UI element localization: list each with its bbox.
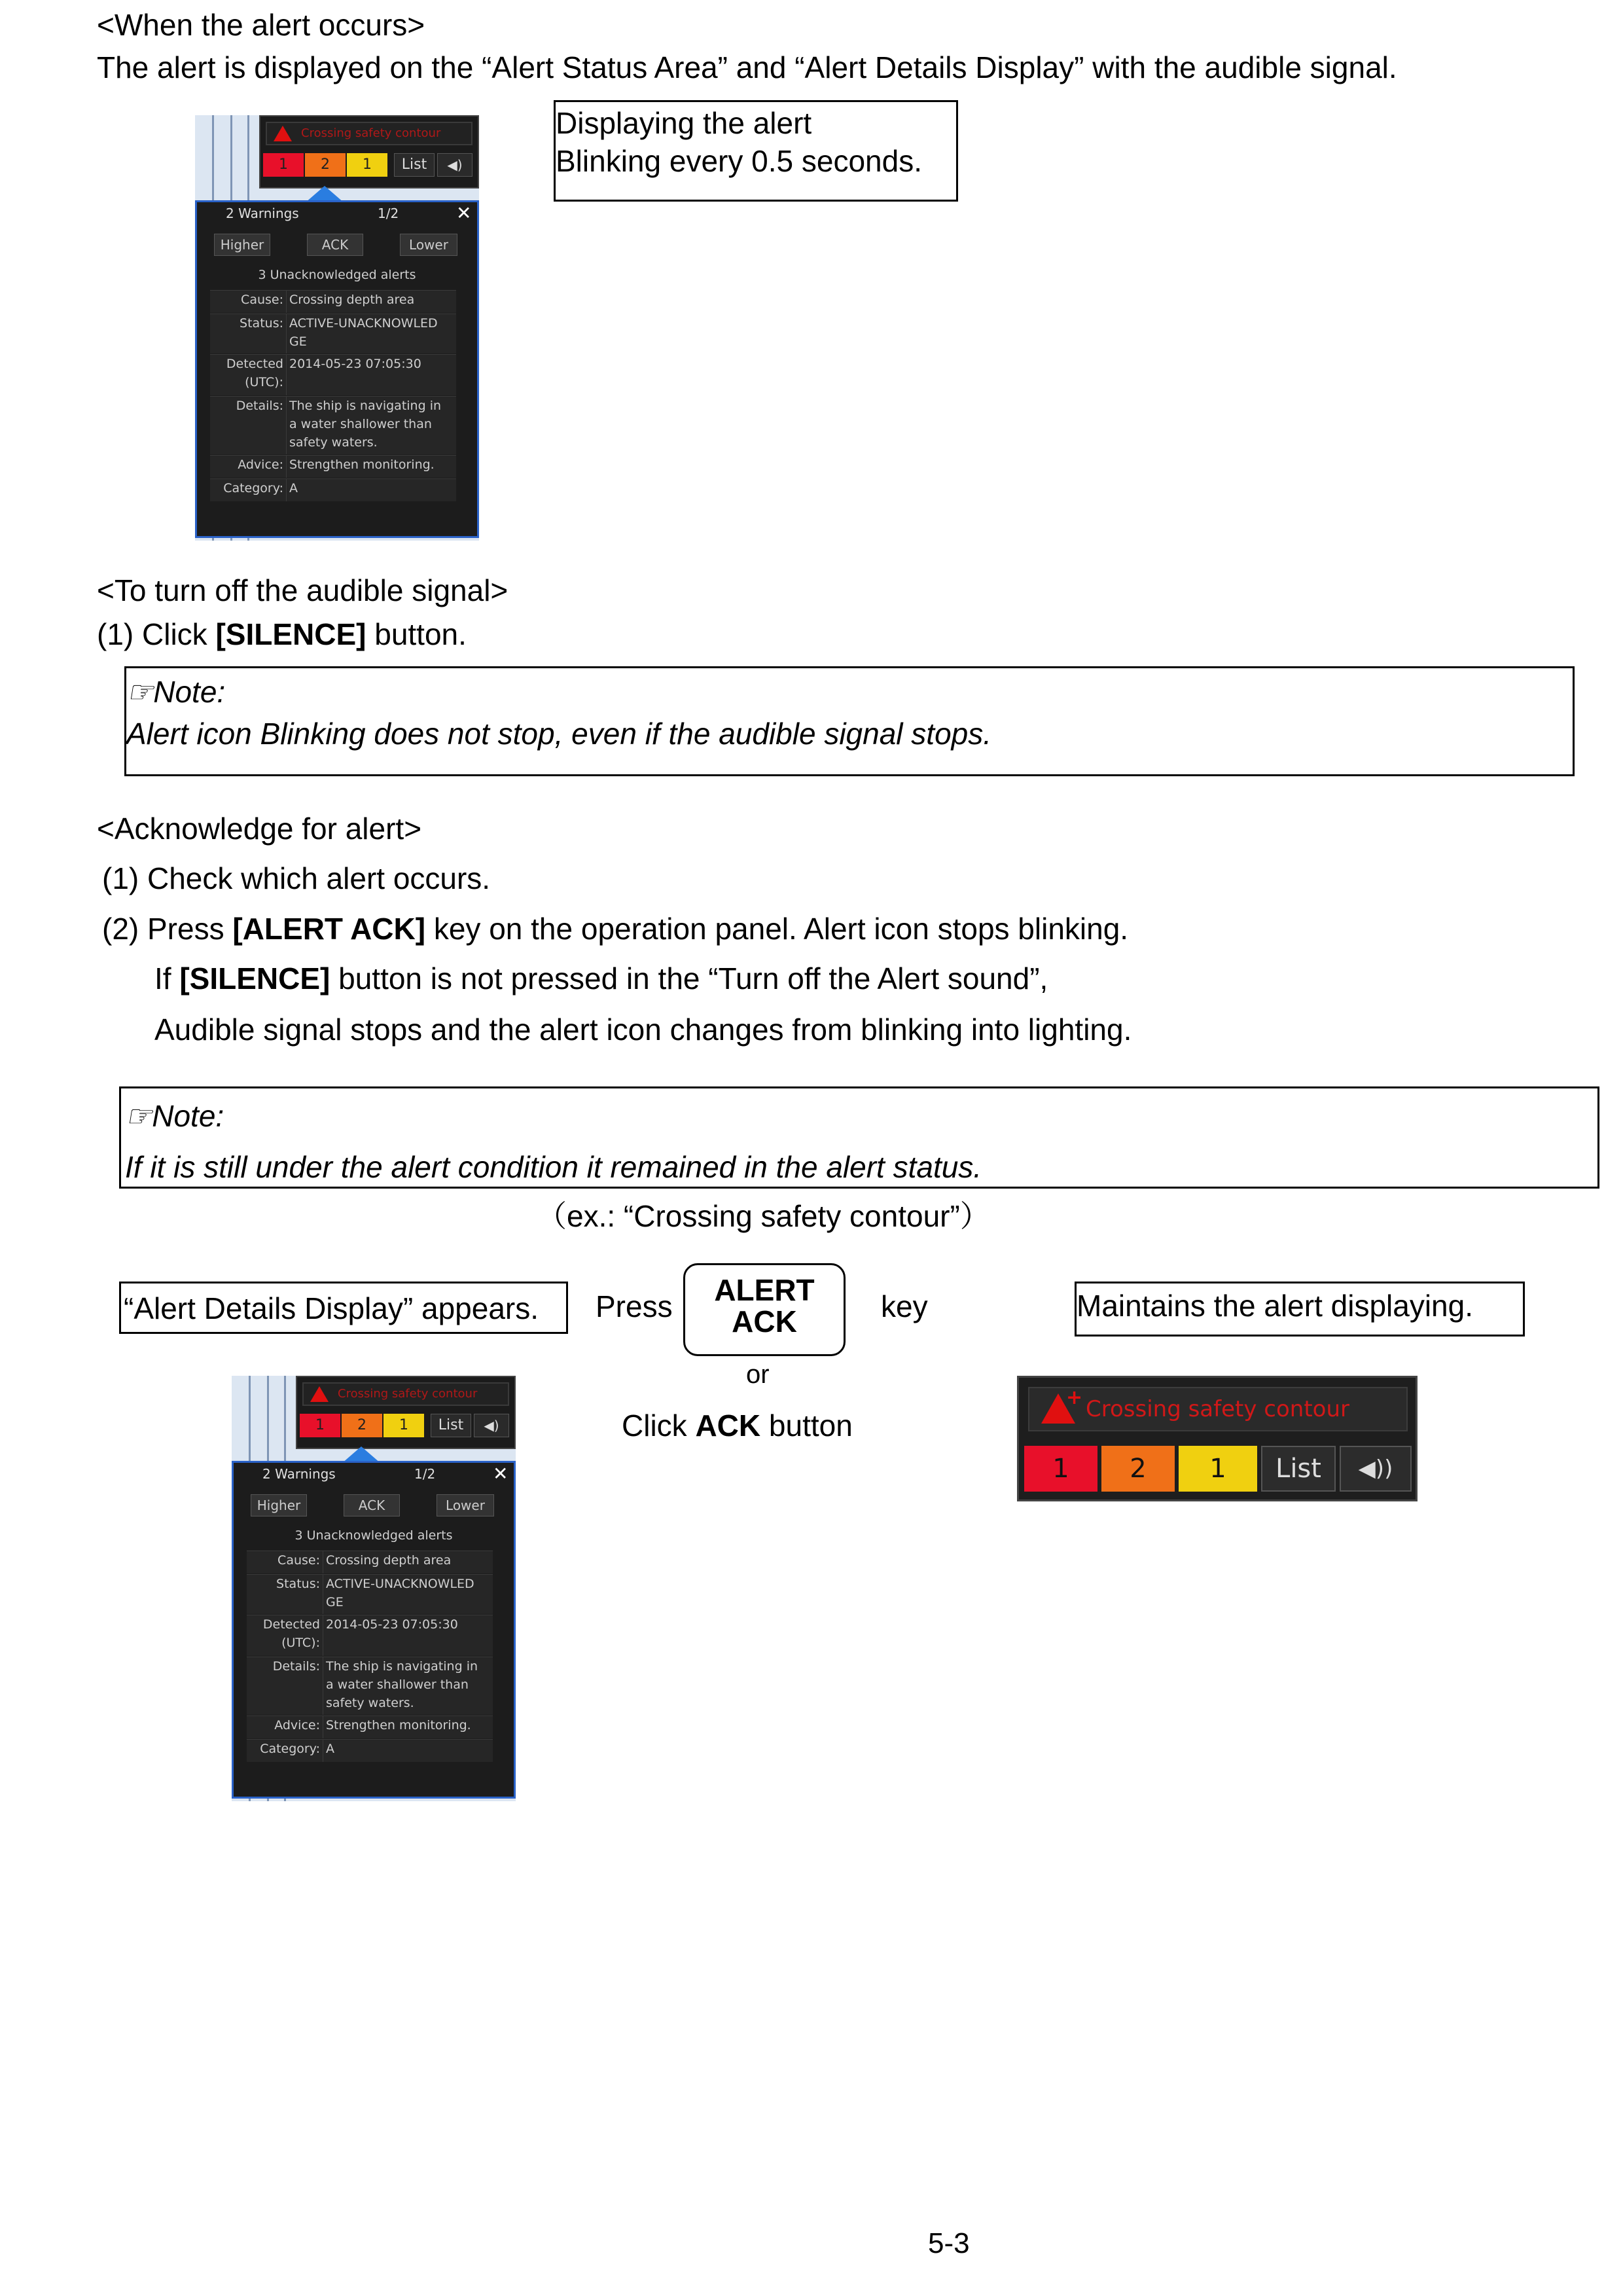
warning-count-orange[interactable]: 2 — [342, 1414, 382, 1437]
ack-step-1: (1) Check which alert occurs. — [102, 861, 491, 895]
list-button[interactable]: List — [394, 153, 435, 177]
heading-turn-off-audible: <To turn off the audible signal> — [97, 573, 508, 607]
details-value: The ship is navigating in a water shallower than safety waters. — [286, 397, 454, 454]
detected-row — [210, 354, 456, 395]
pointing-hand-icon: ☞ — [125, 1099, 152, 1133]
callout-line-2: Blinking every 0.5 seconds. — [556, 144, 922, 178]
details-row — [247, 1657, 493, 1715]
detected-value: 2014-05-23 07:05:30 — [286, 355, 454, 395]
ack-step-2-line-3: Audible signal stops and the alert icon changes from blinking into lighting. — [154, 1013, 1132, 1047]
heading-when-alert-occurs: <When the alert occurs> — [97, 8, 425, 42]
alert-ack-key[interactable] — [683, 1263, 846, 1356]
note-box-1 — [124, 666, 1575, 776]
note-title-2: ☞Note: — [125, 1099, 224, 1133]
caution-count-yellow[interactable]: 1 — [383, 1414, 424, 1437]
speaker-icon[interactable]: ◀)) — [1340, 1446, 1412, 1492]
note-body-2: If it is still under the alert condition it remained in the alert status. — [125, 1150, 982, 1184]
alert-name-display[interactable] — [1028, 1387, 1408, 1431]
cause-value: Crossing depth area — [323, 1551, 490, 1573]
cause-key: Cause: — [241, 293, 283, 307]
press-label: Press — [596, 1289, 673, 1323]
advice-row — [247, 1715, 493, 1738]
higher-button[interactable]: Higher — [214, 234, 270, 256]
status-key: Status: — [276, 1577, 320, 1591]
warning-count-orange[interactable]: 2 — [1101, 1446, 1175, 1492]
note-title-1: ☞Note: — [126, 675, 226, 709]
alarm-count-red[interactable]: 1 — [263, 153, 304, 177]
warning-triangle-icon — [310, 1386, 329, 1402]
plus-icon: + — [1066, 1386, 1083, 1409]
details-key: Details: — [272, 1659, 320, 1674]
alert-status-area — [259, 115, 479, 188]
warnings-count-label: 2 Warnings — [226, 206, 299, 221]
or-label: or — [746, 1360, 770, 1389]
alert-panel-2 — [232, 1376, 516, 1801]
details-value: The ship is navigating in a water shallower than safety waters. — [323, 1657, 490, 1715]
advice-key: Advice: — [274, 1718, 320, 1732]
caution-count-yellow[interactable]: 1 — [1179, 1446, 1257, 1492]
advice-value: Strengthen monitoring. — [286, 456, 454, 478]
page-indicator: 1/2 — [378, 206, 399, 221]
detected-value: 2014-05-23 07:05:30 — [323, 1615, 490, 1656]
lower-button[interactable]: Lower — [437, 1494, 494, 1516]
ack-button[interactable]: ACK — [344, 1494, 400, 1516]
blinking-callout-box — [554, 100, 958, 202]
status-row — [247, 1574, 493, 1614]
advice-row — [210, 455, 456, 478]
details-key: Details: — [236, 399, 283, 413]
status-value: ACTIVE-UNACKNOWLED GE — [323, 1575, 490, 1614]
category-key: Category: — [260, 1742, 320, 1756]
detected-key: Detected (UTC): — [262, 1617, 320, 1650]
warning-count-orange[interactable]: 2 — [305, 153, 346, 177]
unacknowledged-count: 3 Unacknowledged alerts — [294, 1528, 453, 1543]
heading-acknowledge: <Acknowledge for alert> — [97, 812, 422, 846]
higher-button[interactable]: Higher — [251, 1494, 307, 1516]
cause-value: Crossing depth area — [286, 291, 454, 313]
category-key: Category: — [223, 481, 283, 495]
alert-name-text: Crossing safety contour — [1086, 1396, 1349, 1422]
list-button[interactable]: List — [431, 1414, 471, 1437]
category-row — [210, 478, 456, 501]
alert-display-description: The alert is displayed on the “Alert Status Area” and “Alert Details Display” with the audible signal. — [97, 50, 1397, 84]
page-number: 5-3 — [928, 2227, 970, 2259]
close-icon[interactable]: ✕ — [493, 1463, 508, 1484]
pointing-hand-icon: ☞ — [126, 675, 154, 709]
status-key: Status: — [240, 316, 283, 331]
silence-step: (1) Click [SILENCE] button. — [97, 617, 467, 651]
alert-status-area-large — [1017, 1376, 1418, 1501]
status-row — [210, 314, 456, 353]
cause-row — [210, 290, 456, 313]
warnings-count-label: 2 Warnings — [262, 1466, 336, 1482]
alert-status-area — [296, 1376, 516, 1449]
alert-name-display[interactable] — [302, 1382, 509, 1406]
detected-row — [247, 1615, 493, 1656]
alert-name-text: Crossing safety contour — [338, 1387, 478, 1401]
alert-name-text: Crossing safety contour — [301, 126, 441, 140]
key-line-2: ACK — [732, 1304, 797, 1338]
alert-panel-1 — [195, 115, 479, 541]
advice-value: Strengthen monitoring. — [323, 1716, 490, 1738]
note-box-2 — [119, 1086, 1599, 1189]
close-icon[interactable]: ✕ — [456, 202, 472, 224]
speaker-icon[interactable]: ◀) — [474, 1414, 509, 1437]
alarm-count-red[interactable]: 1 — [1024, 1446, 1097, 1492]
alert-details-display — [195, 200, 479, 538]
category-value: A — [286, 479, 454, 501]
note-body-1: Alert icon Blinking does not stop, even if the audible signal stops. — [126, 717, 992, 751]
ack-step-2-line-2: If [SILENCE] button is not pressed in the “Turn off the Alert sound”, — [154, 961, 1048, 996]
alarm-count-red[interactable]: 1 — [300, 1414, 340, 1437]
callout-line-1: Displaying the alert — [556, 106, 812, 140]
key-line-1: ALERT — [714, 1273, 815, 1307]
status-value: ACTIVE-UNACKNOWLED GE — [286, 314, 454, 353]
details-appears-text: “Alert Details Display” appears. — [124, 1291, 539, 1325]
unacknowledged-count: 3 Unacknowledged alerts — [258, 268, 416, 282]
speaker-icon[interactable]: ◀) — [437, 153, 473, 177]
cause-row — [247, 1551, 493, 1573]
example-label: （ex.: “Crossing safety contour”） — [537, 1199, 990, 1233]
lower-button[interactable]: Lower — [400, 234, 457, 256]
category-value: A — [323, 1740, 490, 1762]
ack-step-2: (2) Press [ALERT ACK] key on the operation panel. Alert icon stops blinking. — [102, 912, 1129, 946]
page-indicator: 1/2 — [414, 1466, 436, 1482]
click-ack-instruction: Click ACK button — [622, 1408, 853, 1443]
warning-triangle-icon — [274, 126, 292, 141]
details-appears-box — [119, 1282, 568, 1334]
cause-key: Cause: — [277, 1553, 320, 1568]
key-label: key — [881, 1289, 928, 1323]
category-row — [247, 1739, 493, 1762]
alert-name-display[interactable] — [266, 122, 473, 145]
detected-key: Detected (UTC): — [226, 357, 283, 389]
advice-key: Advice: — [238, 457, 283, 472]
alert-details-display — [232, 1461, 516, 1799]
details-row — [210, 396, 456, 454]
list-button[interactable]: List — [1261, 1446, 1336, 1492]
maintains-alert-text: Maintains the alert displaying. — [1077, 1289, 1473, 1323]
ack-button[interactable]: ACK — [307, 234, 363, 256]
caution-count-yellow[interactable]: 1 — [347, 153, 387, 177]
maintains-alert-box — [1075, 1282, 1525, 1336]
